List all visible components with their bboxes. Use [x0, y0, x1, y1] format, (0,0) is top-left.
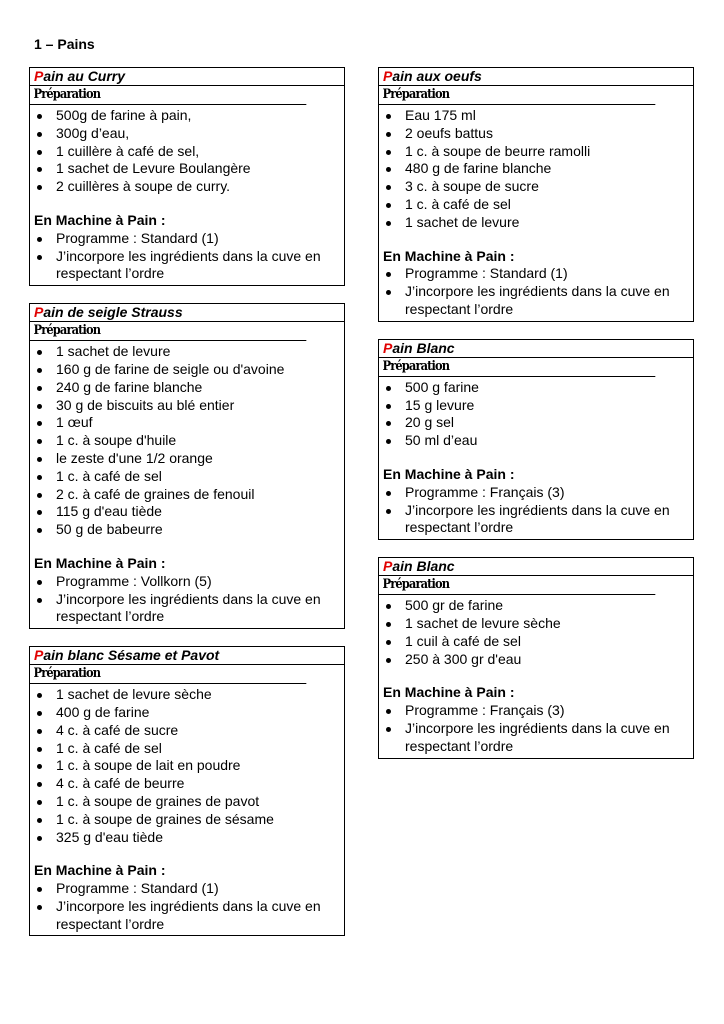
recipe-card-pain-blanc-2 [378, 557, 694, 758]
ingredient-item: 2 c. à café de graines de fenouil [34, 486, 340, 504]
preparation-heading: Préparation [379, 576, 655, 595]
ingredient-item: 1 cuillère à café de sel, [34, 143, 340, 161]
preparation-heading: Préparation [30, 322, 306, 341]
recipe-title-initial: P [383, 68, 393, 84]
machine-step: Programme : Français (3) [383, 702, 689, 720]
ingredient-item: 400 g de farine [34, 704, 340, 722]
machine-step: J’incorpore les ingrédients dans la cuve en respectant l’ordre [383, 283, 689, 319]
recipe-title [379, 68, 693, 86]
ingredient-item: 1 c. à café de sel [383, 196, 689, 214]
recipe-title [379, 558, 693, 576]
ingredient-item: 4 c. à café de beurre [34, 775, 340, 793]
recipe-card-pain-sesame-pavot [29, 646, 345, 936]
machine-heading: En Machine à Pain : [34, 211, 166, 228]
recipe-title-initial: P [34, 304, 44, 321]
machine-step: Programme : Vollkorn (5) [34, 573, 340, 591]
recipe-body [30, 341, 344, 628]
ingredient-list [383, 107, 689, 232]
ingredient-item: 1 cuil à café de sel [383, 633, 689, 651]
ingredient-list [383, 379, 689, 450]
recipe-title [379, 340, 693, 358]
machine-step-list [34, 573, 340, 626]
preparation-heading: Préparation [379, 358, 655, 377]
ingredient-item: 1 sachet de levure sèche [34, 686, 340, 704]
recipe-body [379, 377, 693, 539]
recipe-title [30, 304, 344, 322]
ingredient-item: 1 sachet de levure [34, 343, 340, 361]
ingredient-item: 500 gr de farine [383, 597, 689, 615]
machine-step: J’incorpore les ingrédients dans la cuve en respectant l’ordre [383, 720, 689, 756]
ingredient-item: 1 sachet de Levure Boulangère [34, 160, 340, 178]
recipe-title-rest: ain de seigle Strauss [43, 304, 183, 321]
recipe-title [30, 647, 344, 665]
machine-step-list [383, 484, 689, 537]
machine-step: J’incorpore les ingrédients dans la cuve en respectant l’ordre [383, 502, 689, 538]
recipe-body [30, 105, 344, 285]
recipe-title-rest: ain aux oeufs [392, 68, 482, 84]
right-column [378, 67, 694, 776]
ingredient-item: 1 sachet de levure [383, 214, 689, 232]
ingredient-item: 250 à 300 gr d'eau [383, 651, 689, 669]
ingredient-item: 1 c. à café de sel [34, 740, 340, 758]
recipe-title-rest: ain au Curry [43, 68, 126, 84]
recipe-card-pain-de-seigle [29, 303, 345, 629]
ingredient-list [383, 597, 689, 668]
ingredient-item: Eau 175 ml [383, 107, 689, 125]
recipe-title-initial: P [383, 339, 393, 356]
ingredient-item: 480 g de farine blanche [383, 160, 689, 178]
machine-step-list [34, 880, 340, 933]
machine-heading: En Machine à Pain : [383, 684, 515, 701]
left-column [29, 67, 345, 953]
ingredient-item: 1 c. à soupe de lait en poudre [34, 757, 340, 775]
recipe-title-initial: P [383, 558, 393, 575]
recipe-card-pain-au-curry [29, 67, 345, 286]
ingredient-list [34, 107, 340, 196]
machine-step-list [383, 702, 689, 755]
ingredient-item: 500 g farine [383, 379, 689, 397]
ingredient-item: 50 ml d’eau [383, 432, 689, 450]
ingredient-item: 3 c. à soupe de sucre [383, 178, 689, 196]
ingredient-item: 325 g d'eau tiède [34, 829, 340, 847]
ingredient-item: 1 c. à café de sel [34, 468, 340, 486]
ingredient-item: 300g d’eau, [34, 125, 340, 143]
preparation-heading: Préparation [30, 86, 306, 105]
recipe-title-initial: P [34, 68, 44, 84]
ingredient-item: le zeste d'une 1/2 orange [34, 450, 340, 468]
recipe-body [379, 105, 693, 321]
machine-heading: En Machine à Pain : [34, 862, 166, 879]
ingredient-item: 1 sachet de levure sèche [383, 615, 689, 633]
page-title: 1 – Pains [34, 36, 95, 52]
ingredient-item: 1 c. à soupe de graines de pavot [34, 793, 340, 811]
machine-step: J’incorpore les ingrédients dans la cuve en respectant l’ordre [34, 591, 340, 627]
ingredient-list [34, 686, 340, 846]
preparation-heading: Préparation [30, 665, 306, 684]
ingredient-item: 1 œuf [34, 414, 340, 432]
machine-step: J’incorpore les ingrédients dans la cuve en respectant l’ordre [34, 248, 340, 284]
ingredient-item: 1 c. à soupe d'huile [34, 432, 340, 450]
recipe-title-rest: ain blanc Sésame et Pavot [43, 647, 220, 664]
ingredient-item: 1 c. à soupe de beurre ramolli [383, 143, 689, 161]
ingredient-item: 15 g levure [383, 397, 689, 415]
machine-step: Programme : Standard (1) [34, 880, 340, 898]
ingredient-item: 50 g de babeurre [34, 521, 340, 539]
ingredient-item: 115 g d'eau tiède [34, 503, 340, 521]
recipe-card-pain-blanc-1 [378, 339, 694, 540]
ingredient-item: 240 g de farine blanche [34, 379, 340, 397]
machine-heading: En Machine à Pain : [383, 465, 515, 482]
recipe-body [379, 595, 693, 757]
recipe-card-pain-aux-oeufs [378, 67, 694, 322]
recipe-title-rest: ain Blanc [392, 558, 455, 575]
ingredient-item: 1 c. à soupe de graines de sésame [34, 811, 340, 829]
machine-heading: En Machine à Pain : [383, 247, 515, 264]
ingredient-item: 2 cuillères à soupe de curry. [34, 178, 340, 196]
ingredient-list [34, 343, 340, 539]
machine-step-list [383, 265, 689, 318]
recipe-title [30, 68, 344, 86]
preparation-heading: Préparation [379, 86, 655, 105]
recipe-title-rest: ain Blanc [392, 339, 455, 356]
machine-step: Programme : Français (3) [383, 484, 689, 502]
machine-step: Programme : Standard (1) [383, 265, 689, 283]
ingredient-item: 4 c. à café de sucre [34, 722, 340, 740]
ingredient-item: 20 g sel [383, 414, 689, 432]
machine-step-list [34, 230, 340, 283]
recipe-title-initial: P [34, 647, 44, 664]
ingredient-item: 500g de farine à pain, [34, 107, 340, 125]
ingredient-item: 2 oeufs battus [383, 125, 689, 143]
machine-step: J’incorpore les ingrédients dans la cuve en respectant l’ordre [34, 898, 340, 934]
recipe-body [30, 684, 344, 935]
machine-heading: En Machine à Pain : [34, 554, 166, 571]
machine-step: Programme : Standard (1) [34, 230, 340, 248]
ingredient-item: 160 g de farine de seigle ou d'avoine [34, 361, 340, 379]
ingredient-item: 30 g de biscuits au blé entier [34, 397, 340, 415]
